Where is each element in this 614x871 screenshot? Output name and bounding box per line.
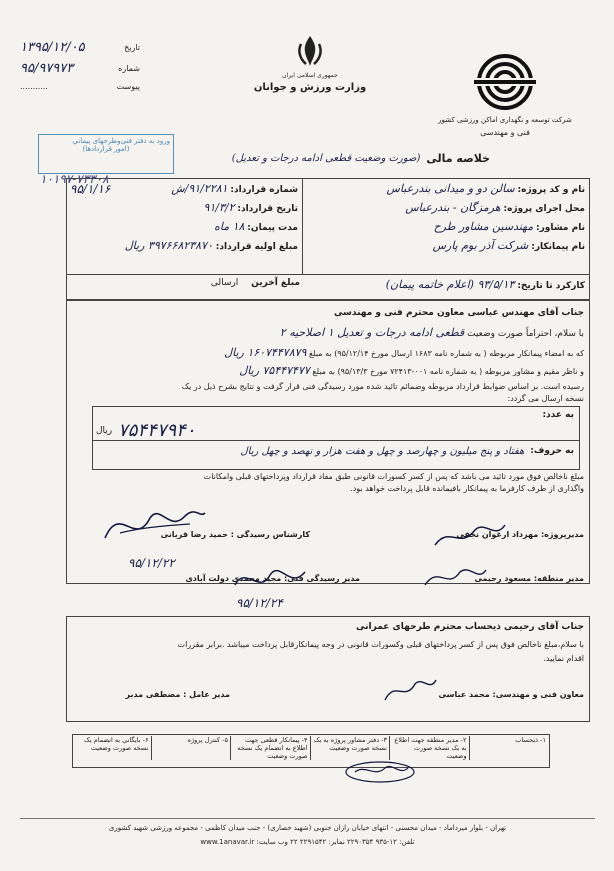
salutation: جناب آقای مهندس عباسی معاون محترم فنی و مهندسی [333,308,584,318]
letter-number-label: شماره [118,64,140,73]
distribution-item: ۵- کنترل پروژه [151,736,231,760]
duration-value: ۱۸ ماه [214,220,245,233]
stamp-number: ۱۰۱۹۷-۷۳۳۰۸ [40,172,109,186]
letter-attachment-label: پیوست [116,82,140,91]
deputy-signature-mark [380,672,440,706]
workshop-date-label: کارکرد تا تاریخ: [517,281,585,291]
stamp-date: ۹۵/۱/۱۶ [70,182,111,196]
amount-words-value: هفتاد و پنج میلیون و چهارصد و چهل و هفت هزار و نهصد و چهل ریال [240,446,525,457]
stamp-line1: ورود به دفتر فنی‌وطرحهای پیمانی [72,137,170,145]
distribution-item: ۳- دفتر مشاور پروژه به یک نسخه صورت وضعیت [310,736,390,760]
region-manager-signature-mark [420,560,490,594]
para1-hand: قطعی ادامه درجات و تعدیل ۱ اصلاحیه ۲ [279,326,465,339]
initial-amount-value: ۳۹۷۶۶۸۲۳۸۷۰ ریال [124,239,213,252]
letter-date-label: تاریخ [124,43,140,52]
distribution-item: ۱- ذیحساب [469,736,549,760]
contract-date-label: تاریخ قرارداد: [237,204,298,214]
review-manager-signature: مدیر رسیدگی فنی: مجید محمدی دولت آبادی [185,574,360,583]
last-amount-row [150,278,300,288]
sent-label: ارسالی [210,278,239,288]
project-value: سالن دو و میدانی بندرعباس [386,182,515,195]
amount-numeric [96,420,296,441]
department-name: فنی و مهندسی [480,128,530,137]
amount-words-label: به حروف: [530,446,574,456]
reviewer-date: ۹۵/۱۲/۲۲ [128,556,175,570]
summary-title-value: (صورت وضعیت قطعی ادامه درجات و تعدیل) [231,153,421,164]
location-value: هرمزگان - بندرعباس [405,201,501,214]
distribution-row [72,736,548,760]
company-logo-icon [470,52,540,112]
para1 [70,326,584,339]
letter-date: ۱۳۹۵/۱۲/۰۵ [20,40,85,55]
para2-amount: ۱۶۰۷۴۴۷۸۷۹ ریال [224,346,307,359]
reviewer-signature-mark [100,498,210,548]
receipt-stamp [38,134,174,174]
para3 [70,364,584,377]
lower-salutation: جناب آقای رحیمی ذیحساب محترم طرحهای عمرانی [356,622,584,632]
stamp-line2: (امور قراردادها) [82,145,130,153]
republic-title: جمهوری اسلامی ایران [282,72,338,79]
last-amount-label: مبلغ آخرین [251,278,300,288]
workshop-date-value: ۹۳/۵/۱۳ (اعلام خاتمه پیمان) [385,278,515,291]
title-row [190,152,490,165]
amount-numeric-value: ۷۵۴۴۷۹۴۰ [118,420,196,441]
consultant-value: مهندسین مشاور طرح [433,220,534,233]
para4: رسیده است. بر اساس ضوابط قرارداد مربوطه وضمائم تائید شده مورد رسیدگی فنی قرار گرفت و نتایج بشرح ذیل در یک [181,382,584,391]
info-right [305,182,585,258]
para2-text: که به امضاء پیمانکار مربوطه ( به شماره نامه ۱۶۸۳ ارسال مورخ ۹۵/۱۲/۱۴) به مبلغ [308,349,584,358]
amount-numeric-label: به عدد: [542,410,574,420]
note-line2: واگذاری از طرف کارفرما به پیمانکار بافیمانده قابل پرداخت خواهد بود. [350,484,584,493]
letter-attachment: ........... [20,82,48,91]
footer-contact: تلفن: ۱۲-۹۳۵ ۲۲۹۰۳۵۴ نمابر: ۲۲۹۱۵۴۲ ۲۲ وب سایت: www.1anavar.ir [200,838,415,846]
region-manager-signature: مدیر منطقه: مسعود رحیمی [474,574,584,583]
ceo-signature: مدیر عامل : مصطفی مدبر [125,690,230,699]
deputy-signature: معاون فنی و مهندسی: محمد عباسی [438,690,584,699]
amount-words-row [96,446,574,457]
para2 [70,346,584,359]
para3-text: و ناظر مقیم و مشاور مربوطه ( به شماره نامه ۰۰۱-۷۲۴۱۳ مورخ ۹۵/۱۳/۳) به مبلغ [312,367,584,376]
contract-no-label: شماره قرارداد: [230,185,298,195]
info-divider [302,178,303,274]
iran-emblem-icon [290,34,330,72]
project-manager-signature-mark [430,515,510,555]
note-line1: مبلغ ناخالص فوق مورد تائید می باشد که پس از کسر کسورات قانونی طبق مفاد قرارداد وپرداختهای قبلی وامکانات [203,472,584,481]
letter-meta [20,40,140,91]
amount-rial: ریال [96,425,113,436]
summary-title: خلاصه مالی [426,152,490,165]
footer-divider [20,818,595,819]
reviewer-signature: کارشناس رسیدگی : حمید رضا قربانی [160,530,310,539]
location-label: محل اجرای پروژه: [503,204,585,214]
review-manager-signature-mark [230,560,310,600]
amount-numeric-row [96,410,574,420]
para1-text: با سلام، احتراماً صورت وضعیت [467,329,584,339]
distribution-item: ۲- مدیر منطقه جهت اطلاع به یک نسخه صورت وضعیت [389,736,469,760]
duration-label: مدت پیمان: [247,223,298,233]
contractor-label: نام پیمانکار: [531,242,585,252]
info-left [72,182,298,258]
initial-amount-label: مبلغ اولیه قرارداد: [215,242,298,252]
lower-line2: اقدام نمایید. [543,654,584,663]
contract-no-value: ۹۱/۲۲۸۱/ش [171,182,228,195]
project-manager-signature: مدیرپروژه: مهرداد ارغوان نجفی [456,530,584,539]
footer-address: تهران - بلوار میرداماد - میدان محسنی - انتهای خیابان رازان جنوبی (شهید حصاری) - جنب میدان کاظمی - مجموعه ورزشی شهید کشوری [108,824,507,832]
workshop-row [305,278,585,291]
info-hline [66,274,589,275]
ministry-title: وزارت ورزش و جوانان [253,82,367,93]
distribution-signature-mark [340,758,420,786]
contractor-value: شرکت آذر بوم پارس [432,239,529,252]
lower-line1: با سلام،مبلغ ناخالص فوق پس از کسر پرداختهای قبلی وکسورات قانونی در وجه پیمانکارقابل پرداخت میباشد .برابر مقررات [177,640,584,649]
distribution-item: ۴- پیمانکار قطعی جهت اطلاع به انضمام یک نسخه صورت وضعیت [230,736,310,760]
review-manager-date: ۹۵/۱۲/۲۴ [236,596,283,610]
para3-amount: ۷۵۴۴۷۴۷۷ ریال [239,364,310,377]
project-label: نام و کد پروژه: [517,185,585,195]
contract-date-value: ۹۱/۳/۲ [203,201,235,214]
company-name: شرکت توسعه و نگهداری اماکن ورزشی کشور [438,116,572,124]
consultant-label: نام مشاور: [536,223,585,233]
distribution-item: ۶- بایگانی به انضمام یک نسخه صورت وضعیت [84,736,149,752]
para5: نسخه ارسال می گردد: [507,394,584,403]
letter-number: ۹۵/۹۷۹۷۳ [20,61,74,76]
